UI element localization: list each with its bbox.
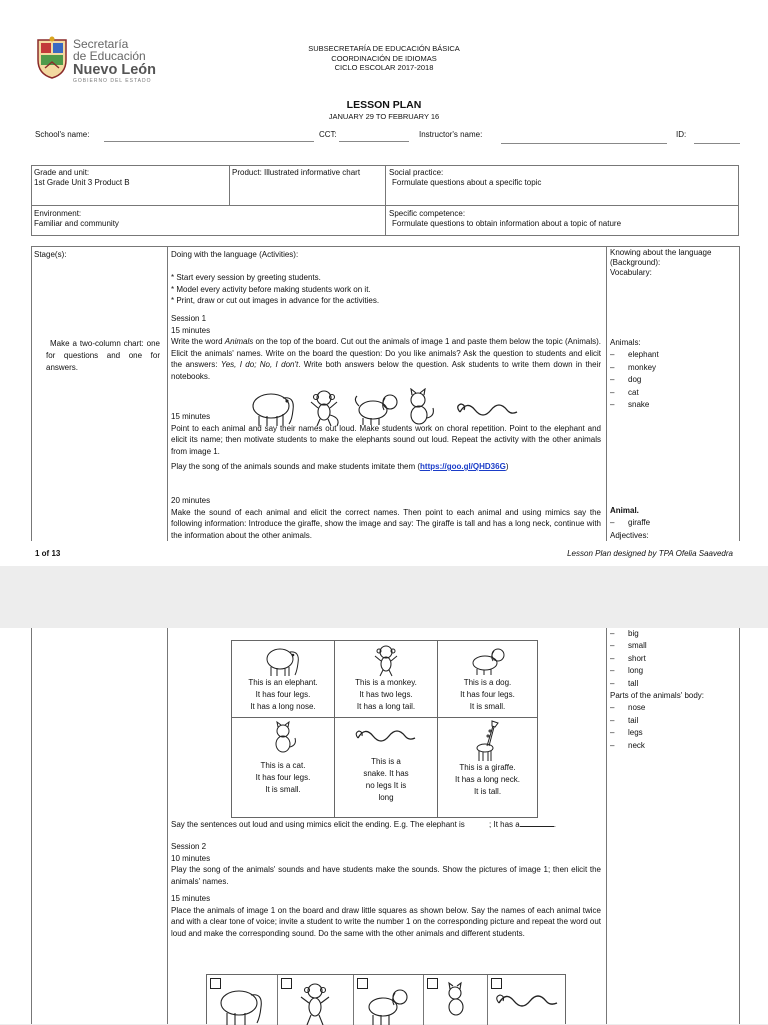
sentence-instruction: Say the sentences out loud and using mimics elicit the ending. E.g. The elephant is ; It has a . [171, 820, 556, 829]
vocab-adjectives [610, 628, 736, 752]
school-name-line[interactable] [104, 141, 314, 142]
session1-text2: Point to each animal and say their names out loud. Make students work on choral repetition. Point to the elephant and elicit its name; then motivate students to make the elephants sound out loud. Repeat the activity with the other animals from image 1. [171, 423, 601, 456]
session1-duration3: 20 minutes [171, 496, 211, 505]
session2-text2: Place the animals of image 1 on the board and draw little squares as shown below. Say the names of each animal twice and with a clear tone of voice; invite a student to write the number 1 on the corresponding picture and repeat the word out loud and make the corresponding sound. Do the same with the other animals and different students. [171, 905, 601, 938]
animal-card-monkey: This is a monkey. It has two legs. It has a long tail. [334, 640, 438, 718]
footer-designer: Lesson Plan designed by TPA Ofelia Saavedra [567, 549, 733, 558]
session1-duration2: 15 minutes [171, 412, 211, 421]
cct-line[interactable] [339, 141, 409, 142]
vocab-item: – small [610, 640, 736, 652]
session2-block [171, 841, 601, 939]
vocab-animal2 [610, 505, 736, 542]
blank-2 [520, 818, 554, 827]
vocab-item: – tall [610, 678, 736, 690]
knowing-label: Knowing about the language (Background): [610, 248, 712, 267]
org-line-2: COORDINACIÓN DE IDIOMAS [331, 53, 437, 63]
session1-part3 [171, 495, 601, 541]
logo-line-4: GOBIERNO DEL ESTADO [73, 78, 152, 84]
vocabulary-label: Vocabulary: [610, 268, 652, 277]
social-practice-cell [389, 168, 729, 188]
vocab-item: – long [610, 665, 736, 677]
animal-card-snake: This is a snake. It has no legs It is long [334, 717, 438, 818]
logo-line-2: de Educación [73, 49, 146, 63]
stage-header: Stage(s): [34, 250, 67, 259]
session1-text3: Make the sound of each animal and elicit the correct names. Then point to each animal and using mimics say the following information: Introduce the giraffe, show the image and say: The giraffe is tall and has a long neck, continue with the information about the other animals. [171, 507, 601, 540]
intro-line-2: * Model every activity before making students work on it. [171, 284, 371, 294]
vocab-animal-heading: Animal. [610, 506, 639, 515]
giraffe-icon [468, 718, 508, 762]
animal-card-cat: This is a cat. It has four legs. It is small. [231, 717, 335, 818]
strip-snake-icon [497, 995, 557, 1006]
product-cell: Product: Illustrated informative chart [232, 168, 361, 177]
social-practice-value: Formulate questions about a specific topic [392, 178, 542, 187]
session1-duration: 15 minutes [171, 325, 211, 335]
competence-value: Formulate questions to obtain information about a topic of nature [392, 219, 622, 228]
strip-monkey-icon [301, 984, 329, 1025]
id-label: ID: [676, 130, 687, 139]
logo-line-3: Nuevo León [73, 62, 156, 78]
competence-cell [389, 209, 734, 229]
main-table-col2 [606, 246, 607, 541]
environment-cell [34, 209, 374, 229]
vocab-item: – monkey [610, 362, 736, 374]
cat-icon [263, 720, 303, 754]
session1-text: Write the word Animals on the top of the board. Cut out the animals of image 1 and paste them below the topic (Animals). Elicit the animals' names. Write on the board the question: Do you like animals? Ask the question to students and elicit the answers: Yes, I do; No, I don't. Write both answers below the question. Ask students to write them down in their notebooks. [171, 337, 602, 381]
main-table-col1 [167, 246, 168, 541]
grade-value: 1st Grade Unit 3 Product B [34, 178, 130, 187]
monkey-icon [366, 643, 406, 677]
vocab-item: – short [610, 653, 736, 665]
vocab-adjectives-heading: Adjectives: [610, 530, 649, 540]
document-dates: JANUARY 29 TO FEBRUARY 16 [328, 112, 440, 121]
p2-table-left [31, 628, 32, 1024]
main-table-left [31, 246, 32, 541]
vocab-animals-heading: Animals: [610, 338, 641, 347]
page-number: 1 of 13 [35, 549, 61, 558]
strip-dog-icon [369, 990, 407, 1025]
vocab-item: – cat [610, 387, 736, 399]
competence-label: Specific competence: [389, 209, 466, 218]
p2-table-right [739, 628, 740, 1024]
secretaria-logo-text [73, 38, 173, 84]
snake-icon [354, 724, 418, 750]
vocab-item: – legs [610, 727, 736, 739]
song-link[interactable]: https://goo.gl/QHD36G [420, 462, 506, 471]
activities-header: Doing with the language (Activities): [171, 250, 299, 259]
document-page-2 [0, 628, 768, 1024]
animal-card-giraffe: This is a giraffe. It has a long neck. It is tall. [437, 717, 538, 818]
vocab-item: – giraffe [610, 517, 736, 529]
environment-value: Familiar and community [34, 219, 119, 228]
vocab-body-parts-heading: Parts of the animals' body: [610, 691, 705, 701]
intro-line-1: * Start every session by greeting students. [171, 273, 321, 282]
intro-line-3: * Print, draw or cut out images in advance for the activities. [171, 296, 380, 305]
cct-label: CCT: [319, 130, 337, 139]
knowing-header [610, 248, 736, 278]
vocab-animals [610, 337, 736, 411]
session1-block [171, 313, 601, 382]
instructor-line[interactable] [501, 143, 667, 144]
info-divider-1 [229, 165, 230, 205]
animal-cards-grid [231, 640, 538, 818]
animal-card-dog: This is a dog. It has four legs. It is small. [437, 640, 538, 718]
session2-duration2: 15 minutes [171, 894, 211, 903]
vocab-item: – big [610, 628, 736, 640]
session2-text: Play the song of the animals' sounds and have students make the sounds. Show the pictures of image 1; then elicit the animals' names. [171, 865, 601, 886]
grade-label: Grade and unit: [34, 168, 90, 177]
numbering-strip [206, 974, 566, 1024]
vocab-item: – tail [610, 715, 736, 727]
session2-title: Session 2 [171, 842, 207, 851]
state-seal-logo [35, 36, 69, 80]
grade-cell [34, 168, 224, 188]
school-name-label: School's name: [35, 130, 90, 139]
info-divider-2 [385, 165, 386, 236]
org-header [284, 44, 484, 73]
animal-card-elephant: This is an elephant. It has four legs. It has a long nose. [231, 640, 335, 718]
vocab-item: – dog [610, 374, 736, 386]
vocab-item: – elephant [610, 349, 736, 361]
main-table-top [31, 246, 739, 247]
p2-table-col1 [167, 628, 168, 1024]
stage-text: Make a two-column chart: one for questions and one for answers. [46, 339, 160, 372]
vocab-item: – snake [610, 399, 736, 411]
instructor-label: Instructor's name: [419, 130, 483, 139]
elephant-icon [263, 643, 303, 677]
dog-icon [468, 643, 508, 677]
p2-table-col2 [606, 628, 607, 1024]
session2-duration: 10 minutes [171, 853, 211, 863]
song-line: Play the song of the animals sounds and make students imitate them (https://goo.gl/QHD36G) [171, 462, 509, 471]
environment-label: Environment: [34, 209, 82, 218]
activities-intro [171, 272, 601, 307]
document-title: LESSON PLAN [346, 99, 422, 111]
org-line-1: SUBSECRETARÍA DE EDUCACIÓN BÁSICA [308, 44, 460, 53]
info-divider-row [31, 205, 739, 206]
strip-elephant-icon [221, 991, 261, 1025]
strip-cat-icon [449, 983, 463, 1015]
vocab-item: – nose [610, 702, 736, 714]
main-table-right [739, 246, 740, 541]
id-line[interactable] [694, 143, 740, 144]
vocab-item: – neck [610, 740, 736, 752]
session1-part2 [171, 411, 601, 473]
logo-line-1: Secretaría [73, 37, 129, 51]
org-line-3: CICLO ESCOLAR 2017-2018 [334, 63, 434, 72]
session1-title: Session 1 [171, 314, 207, 323]
social-practice-label: Social practice: [389, 168, 444, 177]
